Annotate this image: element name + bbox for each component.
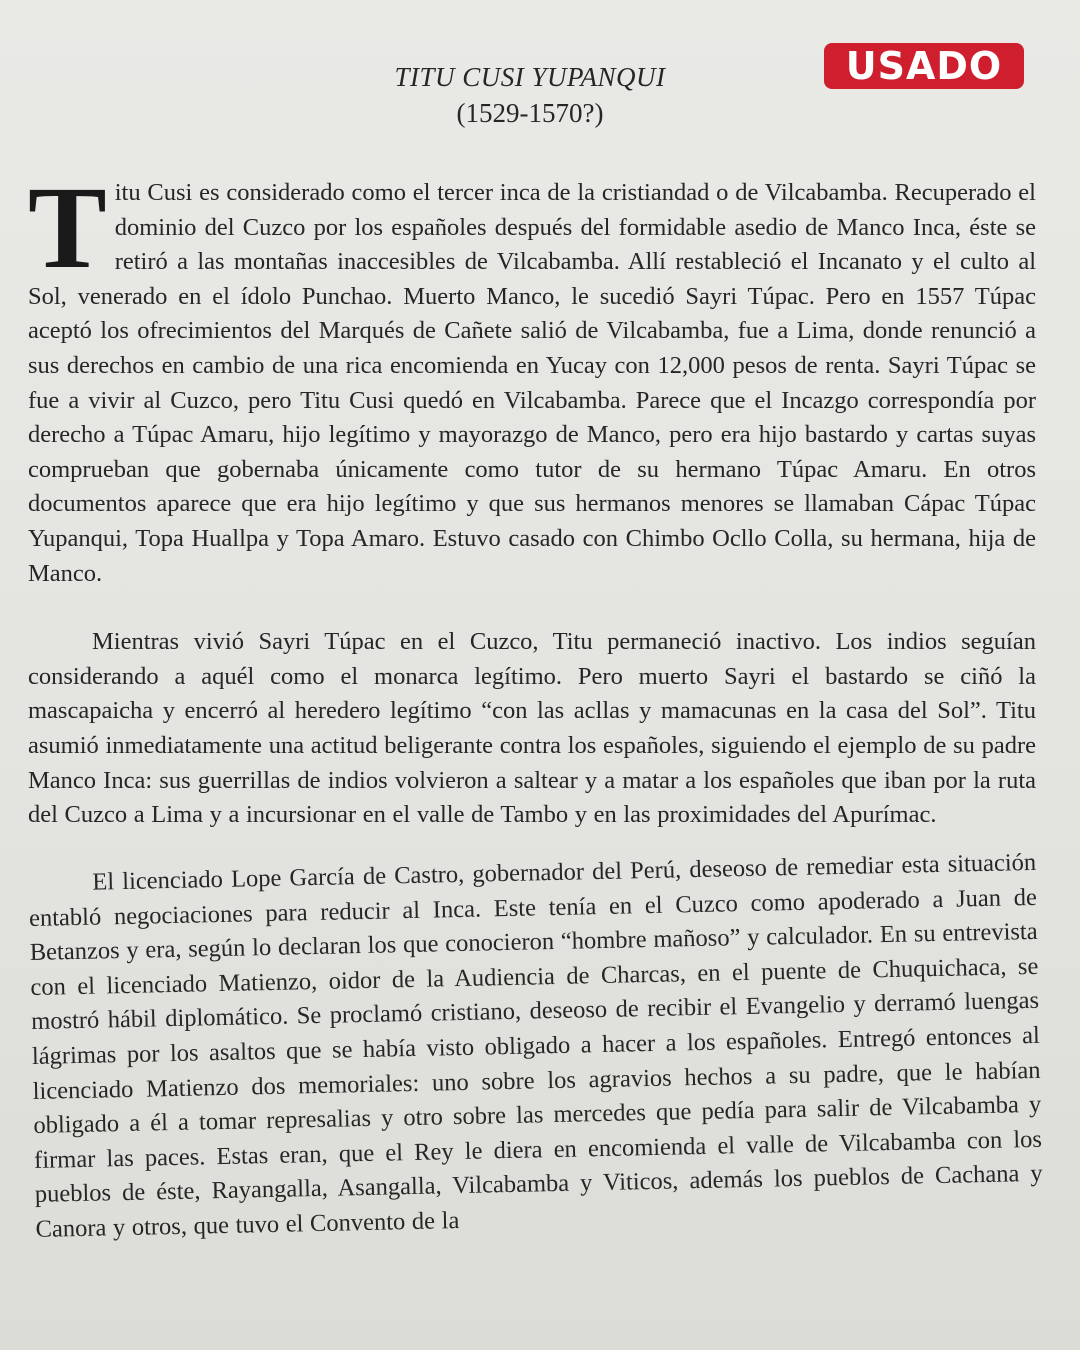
paragraph-3: El licenciado Lope García de Castro, gobernador del Perú, deseoso de remediar esta situación entabló negociaciones para reducir al Inca. Este tenía en el Cuzco como apoderado a Juan de Betanzos y era, según lo declaran los que conocieron “hombre mañoso” y calculador. En su entrevista con el licenciado Matienzo, oidor de la Audiencia de Charcas, en el puente de Chuquichaca, se mostró hábil diplomático. Se proclamó cristiano, deseoso de recibir el Evangelio y derramó luengas lágrimas por los asaltos que se había visto obligado a hacer a los españoles. Entregó entonces al licenciado Matienzo dos memoriales: uno sobre los agravios hechos a su padre, que le habían obligado a él a tomar represalias y otro sobre las mercedes que pedía para salir de Vilcabamba y firmar las paces. Estas eran, que el Rey le diera en encomienda el valle de Vilcabamba con los pueblos de éste, Rayangalla, Asangalla, Vilcabamba y Viticos, además los pueblos de Cachana y Canora y otros, que tuvo el Convento de la (28, 848, 1043, 1243)
drop-cap: T (28, 162, 107, 293)
paragraph-1 (28, 162, 1036, 591)
paragraph-1-text: itu Cusi es considerado como el tercer inca de la cristiandad o de Vilcabamba. Recuperado el dominio del Cuzco por los españoles después del formidable asedio de Manco Inca, éste se retiró a las montañas inaccesibles de Vilcabamba. Allí restableció el Incanato y el culto al Sol, venerado en el ídolo Punchao. Muerto Manco, le sucedió Sayri Túpac. Pero en 1557 Túpac aceptó los ofrecimientos del Marqués de Cañete salió de Vilcabamba, fue a Lima, donde renunció a sus derechos en cambio de una rica encomienda en Yucay con 12,000 pesos de renta. Sayri Túpac se fue a vivir al Cuzco, pero Titu Cusi quedó en Vilcabamba. Parece que el Incazgo correspondía por derecho a Túpac Amaru, hijo legítimo y mayorazgo de Manco, pero era hijo bastardo y cartas suyas comprueban que gobernaba únicamente como tutor de su hermano Túpac Amaru. En otros documentos aparece que era hijo legítimo y que sus hermanos menores se llamaban Cápac Túpac Yupanqui, Topa Huallpa y Topa Amaro. Estuvo casado con Chimbo Ocllo Colla, su hermana, hija de Manco. (28, 179, 1036, 587)
paragraph-2: Mientras vivió Sayri Túpac en el Cuzco, Titu permaneció inactivo. Los indios seguían considerando a aquél como el monarca legítimo. Pero muerto Sayri el bastardo se ciñó la mascapaicha y encerró al heredero legítimo “con las acllas y mamacunas en la casa del Sol”. Titu asumió inmediatamente una actitud beligerante contra los españoles, siguiendo el ejemplo de su padre Manco Inca: sus guerrillas de indios volvieron a saltear y a matar a los españoles que iban por la ruta del Cuzco a Lima y a incursionar en el valle de Tambo y en las proximidades del Apurímac. (28, 628, 1036, 829)
page-dates: (1529-1570?) (456, 98, 604, 128)
page-title: TITU CUSI YUPANQUI (394, 62, 666, 92)
used-badge: USADO (824, 43, 1024, 89)
body-text (28, 162, 1043, 1281)
